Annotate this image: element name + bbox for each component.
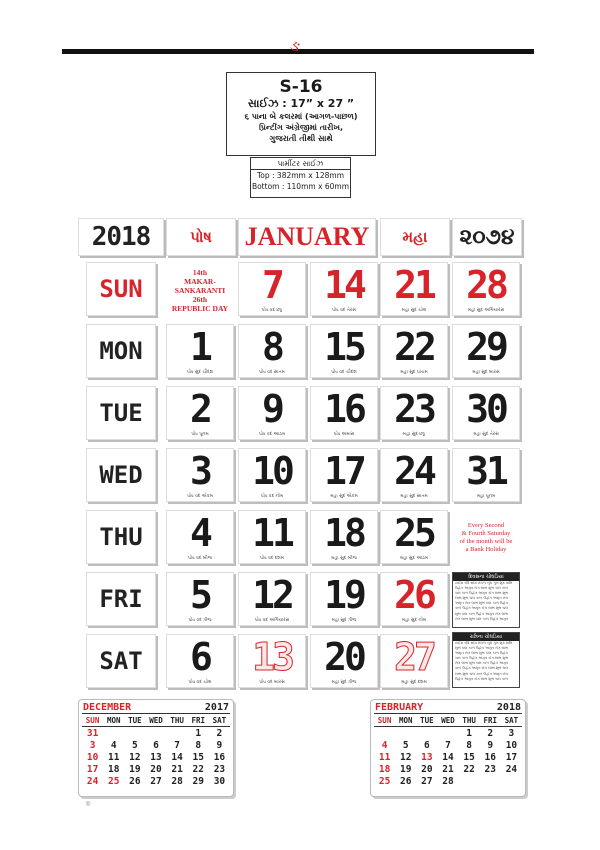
mini-grid	[82, 713, 230, 787]
choghadiya-row: ટાઈમ રવિ સોમ મંગળ બુધ ગુરુ શુક્ર શનિ	[455, 641, 513, 645]
choghadiya-row: શુભ ચલ કાળ ઉદ્વેગ અમૃત રોગ લાભ	[455, 646, 509, 651]
tithi: પોષ વદ ચોથ	[188, 680, 212, 685]
date-cell	[166, 448, 234, 502]
mini-day: 18	[107, 763, 120, 775]
mini-day: 21	[442, 763, 454, 775]
mini-day: 19	[129, 763, 141, 775]
mini-weekday: WED	[145, 714, 166, 727]
mini-weekday: SUN	[82, 714, 103, 727]
choghadiya-row: ઉદ્વેગ અમૃત રોગ લાભ શુભ ચલ કાળ	[455, 676, 509, 681]
mini-day: 2	[216, 727, 223, 739]
mini-day: 12	[399, 751, 412, 763]
mini-day: 1	[466, 727, 472, 739]
mini-day: 5	[402, 739, 409, 751]
mini-weekday: THU	[167, 714, 188, 727]
tithi: મહા સુદ ત્રીજ	[331, 618, 357, 623]
mini-day: 5	[131, 739, 138, 751]
mini-day: 22	[192, 763, 204, 775]
day-choghadiya-title: દિવસના ચોઘડિયા	[453, 573, 519, 581]
mini-day: 30	[213, 775, 226, 787]
mini-day: 1	[195, 727, 202, 739]
parameter-title: પાર્મીટર સાઈઝ	[251, 158, 350, 170]
mini-day: 14	[171, 751, 183, 763]
parameter-top: Top : 382mm x 128mm	[256, 171, 344, 180]
weekday-sat: SAT	[86, 634, 156, 688]
note-line: Every Second	[467, 522, 505, 529]
mini-day: 17	[505, 751, 518, 763]
mini-day: 28	[442, 775, 454, 787]
mini-weekday: SUN	[374, 714, 395, 727]
mini-year: 2018	[496, 702, 521, 713]
mini-day: 18	[378, 763, 391, 775]
date-cell	[452, 262, 520, 316]
tithi: મહા સુદ પાંચમ	[400, 370, 428, 375]
weekday-mon: MON	[86, 324, 156, 378]
date-cell	[166, 634, 234, 688]
tithi: પોષ વદ સાતમ	[259, 370, 285, 375]
date-number: 4	[190, 511, 210, 555]
date-number: 26	[394, 573, 434, 617]
mini-day	[395, 727, 416, 740]
mini-day: 14	[442, 751, 454, 763]
spec-line-1: ૬ પાના બે કલરમાં (આગળ-પાછળ)	[244, 112, 358, 121]
mini-day	[501, 775, 522, 787]
mini-day: 7	[445, 739, 451, 751]
choghadiya-row: રોગ લાભ શુભ ચલ કાળ ઉદ્વેગ અમૃત	[455, 661, 509, 666]
mini-day: 27	[150, 775, 162, 787]
mini-day	[103, 727, 124, 740]
mini-weekday: MON	[103, 714, 124, 727]
date-cell	[238, 634, 306, 688]
date-number: 13	[252, 635, 292, 679]
choghadiya-row: કાળ ઉદ્વેગ અમૃત રોગ લાભ શુભ ચલ	[455, 666, 509, 671]
mini-day: 4	[110, 739, 117, 751]
tithi: પોષ વદ નોમ	[260, 494, 284, 499]
date-cell	[238, 386, 306, 440]
mini-day: 16	[484, 751, 496, 763]
mini-day: 13	[150, 751, 162, 763]
mini-day: 15	[463, 751, 475, 763]
tithi: મહા સુદ છઠ્ઠ	[402, 432, 426, 437]
tithi: મહા સુદ બારસ	[472, 370, 500, 375]
choghadiya-row: લાભ શુભ ચલ કાળ ઉદ્વેગ અમૃત રોગ	[455, 596, 509, 601]
tithi: પોષ પૂનમ	[191, 432, 209, 437]
header-month: JANUARY	[238, 218, 376, 256]
date-cell	[380, 634, 448, 688]
tithi: પોષ વદ બારસ	[259, 680, 285, 685]
choghadiya-row: રોગ લાભ શુભ ચલ કાળ ઉદ્વેગ અમૃત	[455, 616, 509, 621]
holiday-line: REPUBLIC DAY	[171, 304, 229, 313]
mini-day: 25	[107, 775, 120, 787]
tithi: મહા સુદ આઠમ	[399, 556, 429, 561]
date-cell	[238, 572, 306, 626]
holiday-line: MAKAR-	[184, 277, 216, 286]
date-cell	[166, 324, 234, 378]
spec-line-3: ગુજરાતી તીથી સાથે	[269, 134, 333, 143]
mini-weekday: WED	[437, 714, 458, 727]
mini-day: 11	[378, 751, 391, 763]
mini-day: 20	[421, 763, 433, 775]
tithi: પોષ વદ ચૌદશ	[331, 370, 357, 375]
date-cell	[166, 572, 234, 626]
mini-day: 24	[86, 775, 99, 787]
choghadiya-row: ટાઈમ રવિ સોમ મંગળ બુધ ગુરુ શુક્ર શનિ	[455, 581, 513, 585]
tithi: મહા સુદ દશમ	[401, 680, 427, 685]
weekday-sun: SUN	[86, 262, 156, 316]
mini-weekday: THU	[459, 714, 480, 727]
holiday-line: SANKARANTI	[174, 286, 226, 295]
date-number: 3	[190, 449, 210, 493]
mini-day: 27	[421, 775, 433, 787]
date-cell	[380, 448, 448, 502]
header-year: 2018	[78, 218, 164, 256]
mini-day: 25	[378, 775, 391, 787]
weekday-wed: WED	[86, 448, 156, 502]
mini-day: 7	[174, 739, 180, 751]
tithi: પોષ વદ એકમ	[187, 494, 213, 499]
date-cell	[166, 510, 234, 564]
tithi: પોષ વદ ત્રીજ	[188, 618, 212, 623]
weekday-thu: THU	[86, 510, 156, 564]
date-number: 23	[394, 387, 434, 431]
spec-code: S-16	[279, 77, 323, 97]
date-cell	[310, 510, 378, 564]
choghadiya-row: કાળ ઉદ્વેગ અમૃત રોગ લાભ શુભ ચલ	[455, 606, 509, 611]
date-cell	[452, 448, 520, 502]
date-number: 15	[324, 325, 364, 369]
date-cell	[238, 448, 306, 502]
mini-day	[167, 727, 188, 740]
spec-line-2: પ્રિન્ટીંગ અંગ્રેજીમાં તારીખ,	[258, 123, 344, 132]
tithi: પોષ વદ છઠ્ઠ	[261, 308, 283, 313]
weekday-tue: TUE	[86, 386, 156, 440]
mini-day: 28	[171, 775, 183, 787]
mini-grid	[374, 713, 522, 787]
mini-weekday: FRI	[188, 714, 209, 727]
choghadiya-row: ચલ કાળ ઉદ્વેગ અમૃત રોગ લાભ શુભ	[455, 656, 509, 661]
holiday-line: 26th	[192, 295, 208, 304]
mini-weekday: MON	[395, 714, 416, 727]
mini-day: 13	[421, 751, 433, 763]
date-cell	[380, 262, 448, 316]
mini-weekday: SAT	[501, 714, 522, 727]
parameter-box	[250, 157, 351, 198]
date-number: 31	[466, 449, 506, 493]
choghadiya-row: અમૃત રોગ લાભ શુભ ચલ કાળ ઉદ્વેગ	[455, 601, 509, 606]
mini-day: 31	[86, 727, 99, 739]
bank-holiday-note	[452, 510, 520, 564]
note-line: of the month will be	[459, 538, 513, 545]
mini-day: 3	[89, 739, 96, 751]
mini-day: 16	[213, 751, 226, 763]
night-choghadiya-table	[452, 632, 520, 688]
header-guj-year: ૨૦૭૪	[452, 218, 522, 256]
mini-day: 20	[150, 763, 162, 775]
date-number: 28	[466, 263, 506, 307]
date-number: 25	[394, 511, 434, 555]
mini-day: 23	[213, 763, 226, 775]
mini-day: 2	[487, 727, 494, 739]
date-number: 11	[252, 511, 292, 555]
tithi: મહા સુદ ચોથ	[401, 308, 427, 313]
date-number: 16	[324, 387, 364, 431]
date-number: 17	[324, 449, 364, 493]
mini-day: 6	[153, 739, 159, 751]
date-cell	[310, 262, 378, 316]
tithi: પોષ અમાસ	[333, 432, 355, 437]
date-cell	[380, 510, 448, 564]
date-number: 22	[394, 325, 434, 369]
date-cell	[380, 572, 448, 626]
spec-size: સાઈઝ : 17” x 27 ”	[247, 97, 355, 110]
mini-month: DECEMBER	[83, 702, 132, 713]
date-number: 6	[190, 635, 210, 679]
mini-day: 10	[86, 751, 99, 763]
note-line: & Fourth Saturday	[461, 530, 511, 537]
registered-mark: ®	[86, 802, 91, 808]
mini-day: 19	[399, 763, 412, 775]
spec-box	[226, 72, 376, 156]
choghadiya-row: ઉદ્વેગ અમૃત રોગ લાભ શુભ ચલ કાળ	[455, 586, 509, 591]
tithi: મહા સુદ સાતમ	[400, 494, 428, 499]
choghadiya-row: લાભ શુભ ચલ કાળ ઉદ્વેગ અમૃત રોગ	[455, 671, 509, 676]
header-guj-month-1: પોષ	[166, 218, 236, 256]
tithi: પોષ વદ આઠમ	[258, 432, 286, 437]
date-number: 21	[394, 263, 434, 307]
date-number: 27	[394, 635, 434, 679]
date-number: 29	[466, 325, 506, 369]
date-number: 30	[466, 387, 506, 431]
date-number: 5	[190, 573, 210, 617]
date-cell	[310, 448, 378, 502]
mini-day: 4	[381, 739, 388, 751]
tithi: પોષ વદ દશમ	[260, 556, 284, 561]
date-cell	[310, 634, 378, 688]
date-cell	[452, 386, 520, 440]
date-number: 24	[394, 449, 434, 493]
mini-day: 24	[505, 763, 518, 775]
choghadiya-row: અમૃત રોગ લાભ શુભ ચલ કાળ ઉદ્વેગ	[455, 651, 509, 656]
mini-day	[124, 727, 145, 740]
mini-day: 15	[192, 751, 204, 763]
date-number: 2	[190, 387, 210, 431]
header-guj-month-2: મહા	[380, 218, 450, 256]
date-cell	[310, 324, 378, 378]
tithi: મહા સુદ ત્રીજ	[331, 680, 357, 685]
date-cell	[452, 324, 520, 378]
mini-day: 10	[505, 739, 518, 751]
date-number: 1	[190, 325, 210, 369]
mini-day	[459, 775, 480, 787]
tithi: મહા સુદ બીજ	[331, 556, 357, 561]
choghadiya-row: ચલ કાળ ઉદ્વેગ અમૃત રોગ લાભ શુભ	[455, 591, 509, 596]
mini-day: 26	[399, 775, 412, 787]
date-cell	[310, 386, 378, 440]
tithi: પોષ વદ તેરસ	[332, 308, 356, 313]
mini-day	[374, 727, 395, 740]
date-number: 8	[262, 325, 282, 369]
weekday-fri: FRI	[86, 572, 156, 626]
mini-day: 17	[86, 763, 99, 775]
tithi: પોષ વદ બીજ	[188, 556, 212, 561]
date-cell	[238, 510, 306, 564]
date-number: 7	[262, 263, 282, 307]
mini-day: 8	[195, 739, 202, 751]
choghadiya-row: શુભ ચલ કાળ ઉદ્વેગ અમૃત રોગ લાભ	[455, 611, 509, 616]
date-number: 18	[324, 511, 364, 555]
mini-weekday: TUE	[124, 714, 145, 727]
mini-day: 22	[463, 763, 475, 775]
mini-day: 8	[466, 739, 472, 751]
mini-day	[437, 727, 458, 740]
mini-weekday: TUE	[416, 714, 437, 727]
tithi: મહા સુદ તેરસ	[473, 432, 499, 437]
tithi: પોષ વદ અગિયારસ	[254, 618, 290, 623]
tithi: મહા સુદ એકમ	[330, 494, 358, 499]
mini-weekday: FRI	[480, 714, 501, 727]
mini-day	[480, 775, 501, 787]
date-number: 14	[324, 263, 364, 307]
mini-day: 11	[107, 751, 120, 763]
mini-month: FEBRUARY	[375, 702, 424, 713]
holiday-note	[166, 262, 234, 316]
date-cell	[380, 324, 448, 378]
mini-day	[416, 727, 437, 740]
date-number: 10	[252, 449, 292, 493]
mini-day	[145, 727, 166, 740]
date-cell	[238, 324, 306, 378]
mini-day: 6	[423, 739, 430, 751]
day-choghadiya-table	[452, 572, 520, 628]
holiday-line: 14th	[192, 268, 208, 277]
mini-day: 12	[129, 751, 141, 763]
tithi: મહા પૂનમ	[476, 494, 496, 499]
mini-day: 21	[171, 763, 183, 775]
mini-calendar-february	[370, 699, 526, 797]
date-cell	[380, 386, 448, 440]
tithi: મહા સુદ નોમ	[401, 618, 427, 623]
mini-day: 23	[484, 763, 496, 775]
mini-day: 9	[216, 739, 223, 751]
date-cell	[166, 386, 234, 440]
mini-day: 26	[129, 775, 141, 787]
mini-day: 9	[487, 739, 494, 751]
top-mark: ઙ	[290, 36, 301, 55]
mini-year: 2017	[204, 702, 229, 713]
mini-day: 29	[192, 775, 204, 787]
date-cell	[238, 262, 306, 316]
mini-calendar-december	[78, 699, 234, 797]
date-number: 19	[324, 573, 364, 617]
mini-day: 3	[508, 727, 515, 739]
tithi: પોષ સુદ ચૌદશ	[186, 370, 214, 375]
note-line: a Bank Holiday	[465, 546, 507, 553]
mini-weekday: SAT	[209, 714, 230, 727]
date-number: 9	[262, 387, 282, 431]
date-number: 12	[252, 573, 292, 617]
tithi: મહા સુદ અગિયારસ	[467, 308, 505, 313]
date-number: 20	[324, 635, 364, 679]
night-choghadiya-title: રાત્રિના ચોઘડિયા	[453, 633, 519, 641]
parameter-bottom: Bottom : 110mm x 60mm	[251, 182, 350, 191]
date-cell	[310, 572, 378, 626]
